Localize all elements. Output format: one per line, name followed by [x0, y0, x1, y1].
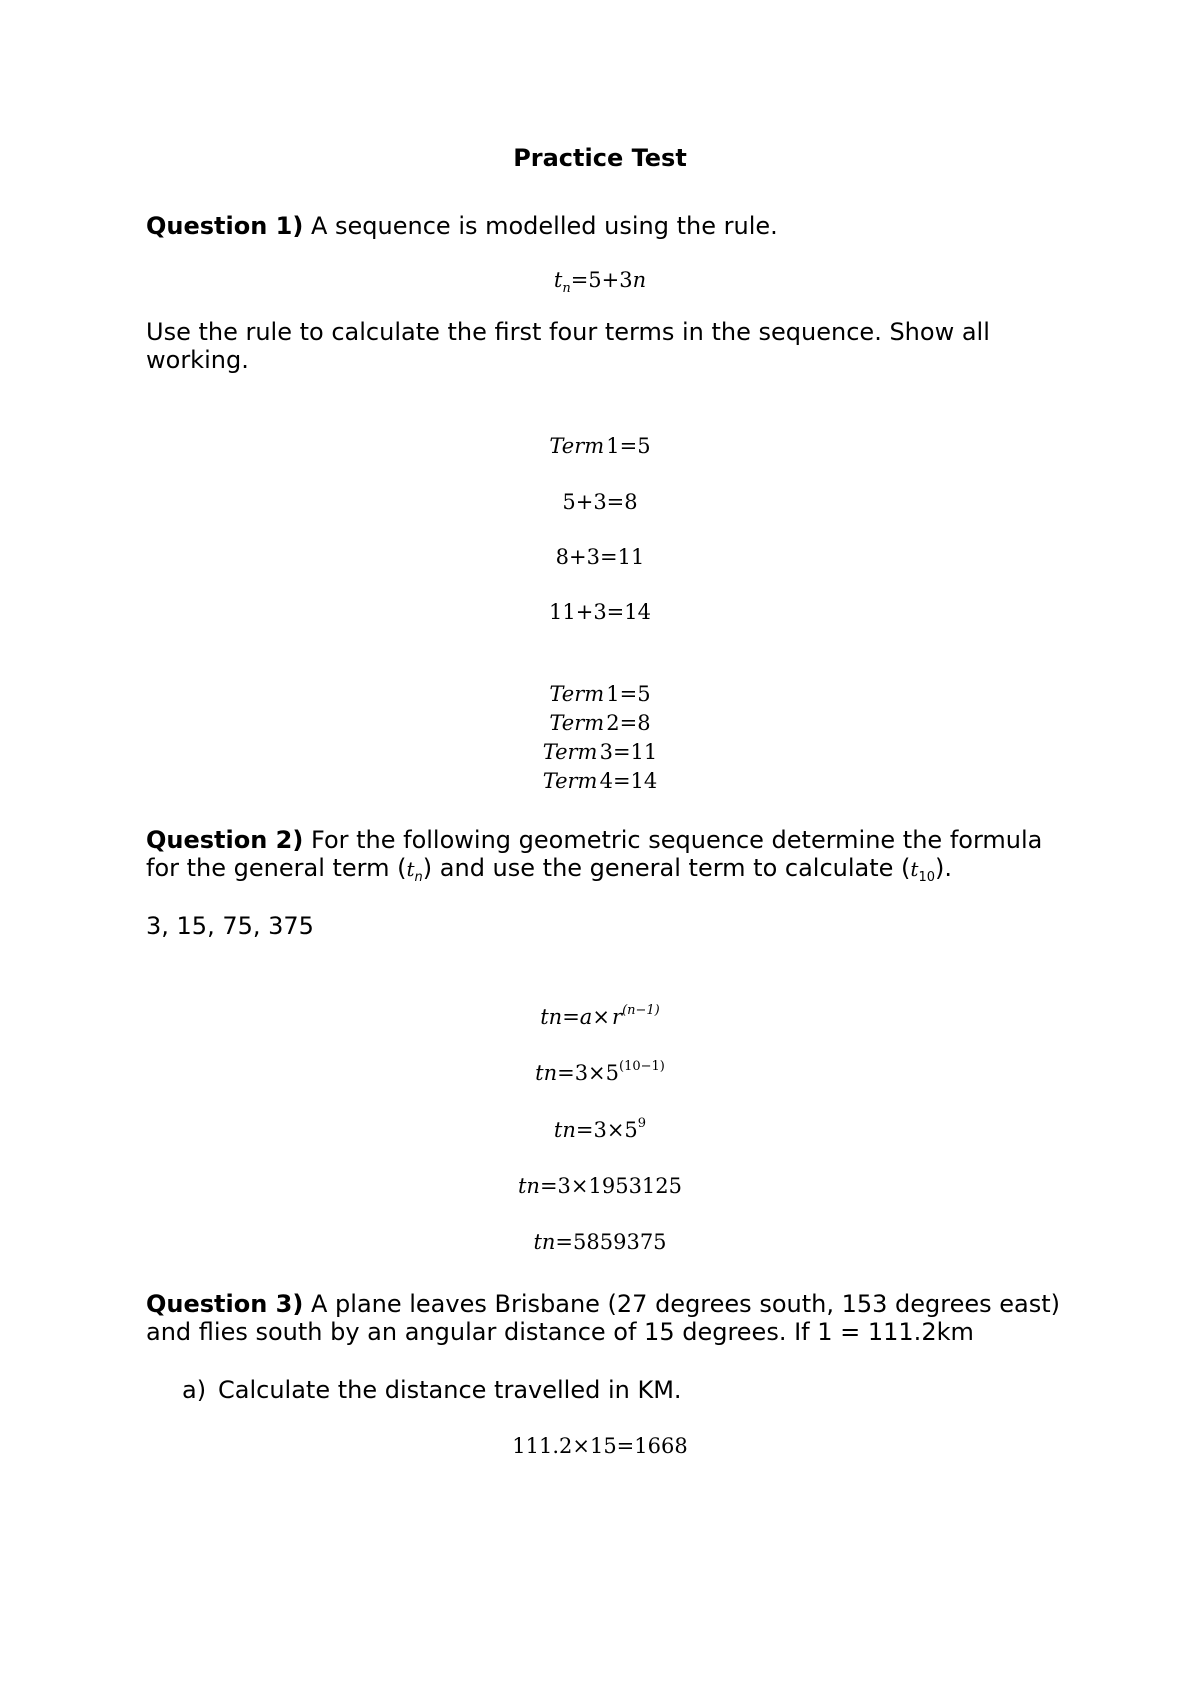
question-3	[146, 1290, 1066, 1346]
term-row: Term 4=14	[542, 769, 658, 793]
rule-t: t	[553, 268, 563, 292]
rule-sub: n	[562, 281, 571, 296]
term-row: Term 3=11	[542, 740, 658, 764]
part-a-label: a)	[182, 1376, 207, 1404]
question-1	[146, 212, 1066, 240]
question-3-answer: 111.2×15=1668	[512, 1434, 688, 1458]
formula-line-4: tn=3×1953125	[517, 1174, 683, 1198]
working-line-3: 11+3=14	[549, 600, 651, 624]
working-line-2: 8+3=11	[555, 545, 645, 569]
question-1-instruction: Use the rule to calculate the first four terms in the sequence. Show all working.	[146, 318, 990, 374]
rule-rest: =5+3	[570, 268, 633, 292]
t10-t: t	[910, 857, 919, 881]
term-row: Term 1=5	[549, 682, 651, 706]
working-line-1: 5+3=8	[562, 490, 638, 514]
formula-line-5: tn=5859375	[533, 1230, 667, 1254]
question-3-part-a	[182, 1376, 682, 1404]
question-2: Question 2) For the following geometric sequence determine the formula for the general term $(t_n)$ and use the general term to calculate $(t_{10})$.	[146, 826, 1043, 885]
question-2-label: Question 2)	[146, 826, 304, 854]
formula-line-3: $tn=3\times 5^9$	[553, 1116, 647, 1142]
part-a-text: Calculate the distance travelled in KM.	[218, 1376, 682, 1404]
term-word: Term	[549, 434, 605, 458]
sequence: 3, 15, 75, 375	[146, 912, 314, 940]
terms-list	[0, 680, 1200, 796]
question-3-text: A plane leaves Brisbane (27 degrees south, 153 degrees east) and flies south by an angular distance of 15 degrees. If 1 = 111.2km	[146, 1290, 1061, 1346]
tn-t: t	[406, 857, 415, 881]
question-1-rule	[0, 266, 1200, 294]
rule-n: n	[632, 268, 647, 292]
formula-line-1: tn=a× $r^{(n-1)}$	[540, 1003, 660, 1029]
page-title: Practice Test	[513, 144, 687, 172]
question-3-label: Question 3)	[146, 1290, 304, 1318]
working-term-1	[0, 432, 1200, 460]
term-row: Term 2=8	[549, 711, 651, 735]
formula-line-2: $tn=3\times 5^{(10-1)}$	[535, 1059, 665, 1085]
term-value: 1=5	[606, 434, 651, 458]
question-1-text: A sequence is modelled using the rule.	[303, 212, 778, 240]
question-1-label: Question 1)	[146, 212, 304, 240]
